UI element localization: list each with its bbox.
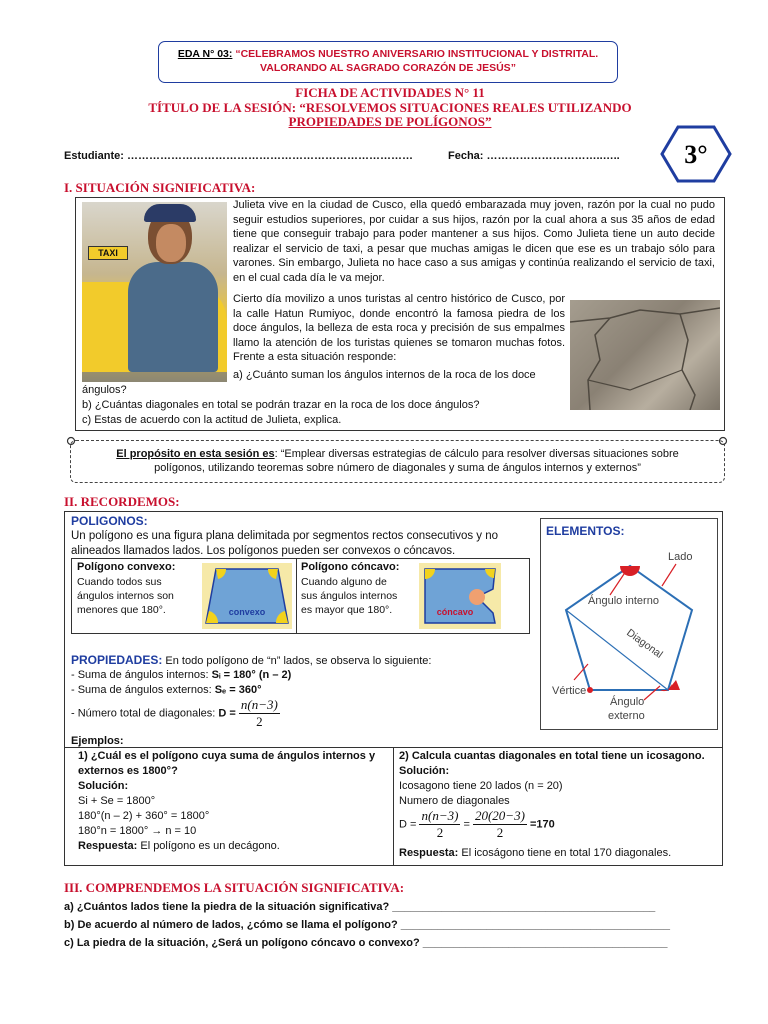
- section3-question-a[interactable]: a) ¿Cuántos lados tiene la piedra de la situación significativa? ___________________________________________: [64, 901, 656, 913]
- purpose-label: El propósito en esta sesión es: [116, 448, 275, 460]
- example1: [78, 749, 375, 854]
- ex2-num1: n(n−3): [421, 808, 459, 823]
- question-a-line1: a) ¿Cuánto suman los ángulos internos de la roca de los doce: [233, 369, 536, 381]
- concavo-cell: [297, 559, 531, 633]
- propiedades-intro: En todo polígono de “n” lados, se observa lo siguiente:: [162, 655, 432, 667]
- suma-externos-line: [71, 684, 261, 696]
- poligonos-def-line2: alineados llamados lados. Los polígonos pueden ser convexos o cóncavos.: [71, 544, 456, 557]
- ex2-question: 2) Calcula cuantas diagonales en total tiene un icosagono.: [399, 750, 705, 762]
- ex2-result: =170: [529, 818, 555, 831]
- person-body: [128, 262, 218, 372]
- eda-title-line2: VALORANDO AL SAGRADO CORAZÓN DE JESÚS”: [260, 62, 516, 74]
- section1-title: I. SITUACIÓN SIGNIFICATIVA:: [64, 180, 256, 195]
- section3-question-c[interactable]: c) La piedra de la situación, ¿Será un polígono cóncavo o convexo? ________________________________________: [64, 937, 668, 949]
- ring-left-icon: [64, 434, 78, 448]
- ex2-answer-label: Respuesta:: [399, 847, 459, 859]
- ex1-question-line1: 1) ¿Cuál es el polígono cuya suma de ángulos internos y: [78, 750, 376, 762]
- ex2-den2: 2: [496, 825, 504, 840]
- concave-polygon-figure: [419, 563, 501, 629]
- stone-joints: [570, 300, 720, 410]
- convex-polygon-figure: [202, 563, 292, 629]
- convexo-tag: convexo: [228, 607, 266, 617]
- concavo-tag: cóncavo: [436, 607, 474, 617]
- ex2-fraction1: [419, 808, 460, 841]
- ex2-num2: 20(20−3): [474, 808, 525, 823]
- ex2-line1: Icosagono tiene 20 lados (n = 20): [399, 780, 563, 792]
- session-title-line1: TÍTULO DE LA SESIÓN: “RESOLVEMOS SITUACIONES REALES UTILIZANDO: [148, 99, 632, 115]
- suma-externos-label: - Suma de ángulos externos:: [71, 684, 215, 696]
- ex1-answer-label: Respuesta:: [78, 840, 138, 852]
- pentagon-elements-diagram: [540, 540, 718, 728]
- diagonales-fraction: [239, 697, 280, 730]
- suma-internos-line: [71, 669, 291, 681]
- propiedades-label: PROPIEDADES:: [71, 653, 163, 667]
- ex2-d: D =: [399, 818, 420, 831]
- purpose-text2: polígonos, utilizando teoremas sobre número de diagonales y suma de ángulos internos y externos”: [154, 462, 641, 474]
- ejemplos-divider-v: [393, 747, 394, 865]
- date-field[interactable]: Fecha: …………………………..…..: [448, 150, 620, 162]
- taxi-sign: TAXI: [88, 246, 128, 260]
- ex1-answer: El polígono es un decágono.: [137, 840, 280, 852]
- example2: [399, 749, 705, 809]
- diagonales-num: n(n−3): [240, 697, 278, 712]
- eda-header-box: [158, 41, 618, 83]
- propiedades-line: [71, 653, 431, 667]
- elementos-title: ELEMENTOS:: [546, 524, 625, 538]
- concavo-text-line2: sus ángulos internos: [301, 590, 398, 602]
- ex2-eq: =: [463, 818, 473, 831]
- grade-badge: [660, 124, 732, 184]
- ex2-solution-label: Solución:: [399, 765, 450, 777]
- diagonales-label: - Número total de diagonales:: [71, 707, 219, 720]
- student-field[interactable]: Estudiante: ……………………………………………………………………: [64, 150, 413, 162]
- poligonos-def-line1: Un polígono es una figura plana delimitada por segmentos rectos consecutivos y no: [71, 530, 499, 542]
- section3-questions: [64, 898, 670, 952]
- ex1-step1: Si + Se = 1800°: [78, 795, 156, 807]
- ex2-answer-line: [399, 847, 671, 859]
- ex2-answer: El icoságono tiene en total 170 diagonales.: [458, 847, 672, 859]
- convexo-text: [77, 575, 174, 617]
- ex1-question-line2: externos es 1800°?: [78, 765, 178, 777]
- convexo-title: Polígono convexo:: [77, 561, 176, 573]
- purpose-text1: : “Emplear diversas estrategias de cálculo para resolver diversas situaciones sobre: [274, 448, 679, 460]
- ex1-step3: 180°n = 1800° → n = 10: [78, 825, 197, 837]
- label-vertice: Vértice: [552, 685, 587, 697]
- ejemplos-title: Ejemplos:: [71, 735, 124, 747]
- eda-label: EDA N° 03:: [177, 48, 233, 60]
- diagonales-lhs: D =: [218, 707, 239, 720]
- suma-internos-label: - Suma de ángulos internos:: [71, 669, 212, 681]
- ex2-den1: 2: [436, 825, 444, 840]
- ex1-solution-label: Solución:: [78, 780, 129, 792]
- concavo-text-line1: Cuando alguno de: [301, 576, 387, 588]
- label-angulo-externo-2: externo: [608, 710, 645, 722]
- ex2-line2: Numero de diagonales: [399, 795, 510, 807]
- section3-question-b[interactable]: b) De acuerdo al número de lados, ¿cómo se llama el polígono? ____________________________________________: [64, 919, 670, 931]
- label-lado: Lado: [668, 551, 693, 563]
- session-titles: [70, 86, 710, 130]
- concavo-text: [301, 575, 397, 617]
- person-cap: [144, 204, 196, 222]
- situation-para2: Cierto día movilizo a unos turistas al centro histórico de Cusco, por la calle Hatun Rumiyoc, donde encontró la famosa piedra de los doce ángulos, la belleza de esta roca y precisión de sus empalmes llamo la atención de los turistas quienes se tomaron muchas fotos. Frente a esta situación responde:: [233, 293, 565, 363]
- question-b: b) ¿Cuántas diagonales en total se podrán trazar en la roca de los doce ángulos?: [82, 399, 480, 411]
- label-diagonal: Diagonal: [624, 626, 665, 661]
- purpose-box: [70, 440, 725, 483]
- ring-right-icon: [716, 434, 730, 448]
- session-title-line2: PROPIEDADES DE POLÍGONOS”: [288, 114, 492, 129]
- diagonales-line: [71, 697, 280, 730]
- suma-internos-formula: Sᵢ = 180° (n – 2): [211, 669, 292, 681]
- person-face: [156, 224, 186, 262]
- ex2-fraction2: [473, 808, 527, 841]
- poligonos-title: POLIGONOS:: [71, 514, 148, 528]
- section2-title: II. RECORDEMOS:: [64, 494, 180, 509]
- ex1-step2: 180°(n – 2) + 360° = 1800°: [78, 810, 210, 822]
- label-angulo-externo-1: Ángulo: [610, 696, 645, 708]
- section3-title: III. COMPRENDEMOS LA SITUACIÓN SIGNIFICATIVA:: [64, 880, 405, 895]
- ex2-formula: [399, 808, 555, 841]
- suma-externos-formula: Sₑ = 360°: [214, 684, 262, 696]
- convexo-text-line3: menores que 180°.: [77, 604, 166, 616]
- eda-title-line1: “CELEBRAMOS NUESTRO ANIVERSARIO INSTITUCIONAL Y DISTRITAL.: [235, 48, 599, 60]
- question-a-line2: ángulos?: [82, 384, 127, 396]
- convexo-cell: [72, 559, 297, 633]
- diagonales-den: 2: [256, 714, 263, 729]
- convexo-text-line1: Cuando todos sus: [77, 576, 162, 588]
- polygon-types-table: [71, 558, 530, 634]
- ficha-title: FICHA DE ACTIVIDADES N° 11: [295, 85, 485, 100]
- concavo-text-line3: es mayor que 180°.: [301, 604, 393, 616]
- label-angulo-interno: Ángulo interno: [588, 595, 659, 607]
- poligonos-definition: [71, 529, 498, 558]
- concavo-title: Polígono cóncavo:: [301, 561, 400, 573]
- grade-value: 3°: [684, 140, 708, 169]
- question-c: c) Estas de acuerdo con la actitud de Julieta, explica.: [82, 414, 342, 426]
- convexo-text-line2: ángulos internos son: [77, 590, 174, 602]
- situation-para1: Julieta vive en la ciudad de Cusco, ella quedó embarazada muy joven, razón por la cual no pudo seguir estudios superiores, por cuidar a sus hijos, razón por la cual ahora a sus 35 años de edad tiene que conseguir trabajo para poder mantener a sus hijos. Como Julieta tiene un auto decide realizar el servicio de taxi, a pesar que muchas amigas le dicen que ese es un trabajo sólo para varones. Sin embargo, Julieta no hace caso a sus amigas y continúa realizando el servicio de taxi, en el cual cada día le va mejor.: [233, 199, 715, 284]
